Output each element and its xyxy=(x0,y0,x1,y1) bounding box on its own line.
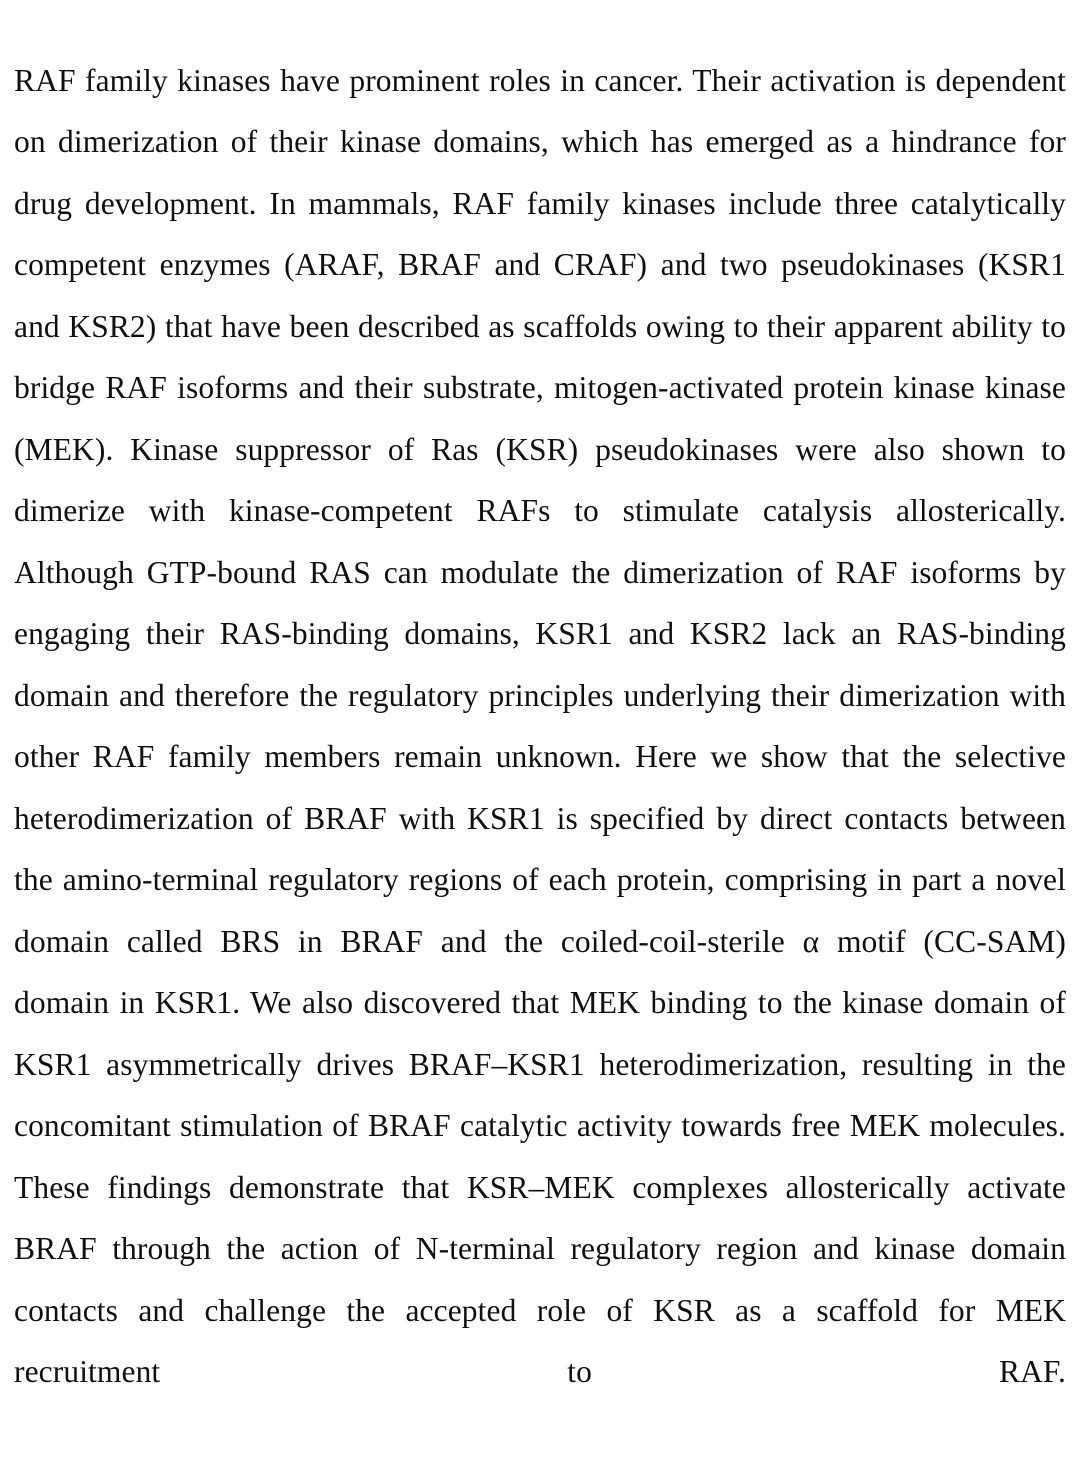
abstract-paragraph: RAF family kinases have prominent roles in cancer. Their activation is dependent on dimerization of their kinase domains, which has emerged as a hindrance for drug development. In mammals, RAF family kinases include three catalytically competent enzymes (ARAF, BRAF and CRAF) and two pseudokinases (KSR1 and KSR2) that have been described as scaffolds owing to their apparent ability to bridge RAF isoforms and their substrate, mitogen-activated protein kinase kinase (MEK). Kinase suppressor of Ras (KSR) pseudokinases were also shown to dimerize with kinase-competent RAFs to stimulate catalysis allosterically. Although GTP-bound RAS can modulate the dimerization of RAF isoforms by engaging their RAS-binding domains, KSR1 and KSR2 lack an RAS-binding domain and therefore the regulatory principles underlying their dimerization with other RAF family members remain unknown. Here we show that the selective heterodimerization of BRAF with KSR1 is specified by direct contacts between the amino-terminal regulatory regions of each protein, comprising in part a novel domain called BRS in BRAF and the coiled-coil-sterile α motif (CC-SAM) domain in KSR1. We also discovered that MEK binding to the kinase domain of KSR1 asymmetrically drives BRAF–KSR1 heterodimerization, resulting in the concomitant stimulation of BRAF catalytic activity towards free MEK molecules. These findings demonstrate that KSR–MEK complexes allosterically activate BRAF through the action of N-terminal regulatory region and kinase domain contacts and challenge the accepted role of KSR as a scaffold for MEK recruitment to RAF. xyxy=(14,62,1066,1389)
